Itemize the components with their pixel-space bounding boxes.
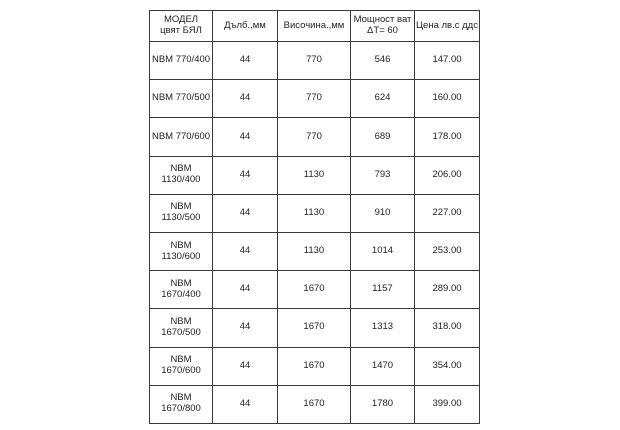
header-price: Цена лв.с ддс [415, 11, 480, 42]
cell-depth: 44 [213, 232, 278, 270]
cell-height: 1670 [278, 385, 351, 423]
cell-depth: 44 [213, 118, 278, 156]
header-power-line2: ΔT= 60 [367, 25, 398, 36]
cell-power: 793 [351, 156, 415, 194]
cell-model: NBM 770/500 [150, 80, 213, 118]
cell-depth: 44 [213, 309, 278, 347]
cell-model: NBM 1130/600 [150, 232, 213, 270]
cell-height: 1130 [278, 194, 351, 232]
cell-power: 1313 [351, 309, 415, 347]
header-height: Височина.,мм [278, 11, 351, 42]
cell-power: 546 [351, 42, 415, 80]
cell-depth: 44 [213, 80, 278, 118]
cell-power: 624 [351, 80, 415, 118]
cell-price: 289.00 [415, 271, 480, 309]
table-row [150, 118, 480, 156]
cell-depth: 44 [213, 156, 278, 194]
table-row [150, 42, 480, 80]
cell-height: 1670 [278, 271, 351, 309]
cell-power: 1014 [351, 232, 415, 270]
cell-price: 227.00 [415, 194, 480, 232]
table-row [150, 385, 480, 423]
table-row [150, 232, 480, 270]
cell-height: 1130 [278, 156, 351, 194]
cell-price: 399.00 [415, 385, 480, 423]
cell-model: NBM 1670/400 [150, 271, 213, 309]
cell-power: 910 [351, 194, 415, 232]
cell-model: NBM 1130/500 [150, 194, 213, 232]
cell-price: 253.00 [415, 232, 480, 270]
cell-price: 318.00 [415, 309, 480, 347]
price-table [149, 10, 480, 424]
cell-model: NBM 1130/400 [150, 156, 213, 194]
header-model-line2: цвят БЯЛ [160, 25, 202, 36]
cell-model: NBM 1670/800 [150, 385, 213, 423]
cell-price: 160.00 [415, 80, 480, 118]
header-model-line1: МОДЕЛ [163, 14, 199, 26]
cell-model: NBM 770/400 [150, 42, 213, 80]
cell-power: 689 [351, 118, 415, 156]
cell-height: 1670 [278, 309, 351, 347]
cell-price: 206.00 [415, 156, 480, 194]
cell-power: 1780 [351, 385, 415, 423]
cell-power: 1157 [351, 271, 415, 309]
table-row [150, 156, 480, 194]
table-header-row [150, 11, 480, 42]
cell-height: 770 [278, 42, 351, 80]
header-power-line1: Мощност ват [353, 14, 412, 26]
cell-depth: 44 [213, 42, 278, 80]
cell-price: 178.00 [415, 118, 480, 156]
cell-model: NBM 770/600 [150, 118, 213, 156]
header-power [351, 11, 415, 42]
cell-height: 770 [278, 118, 351, 156]
cell-model: NBM 1670/600 [150, 347, 213, 385]
table-row [150, 194, 480, 232]
cell-model: NBM 1670/500 [150, 309, 213, 347]
cell-price: 354.00 [415, 347, 480, 385]
table-row [150, 80, 480, 118]
header-depth: Дълб.,мм [213, 11, 278, 42]
cell-price: 147.00 [415, 42, 480, 80]
cell-height: 1130 [278, 232, 351, 270]
cell-power: 1470 [351, 347, 415, 385]
cell-depth: 44 [213, 271, 278, 309]
table-row [150, 271, 480, 309]
table-row [150, 347, 480, 385]
cell-height: 770 [278, 80, 351, 118]
header-model [150, 11, 213, 42]
cell-depth: 44 [213, 347, 278, 385]
table-row [150, 309, 480, 347]
cell-height: 1670 [278, 347, 351, 385]
cell-depth: 44 [213, 194, 278, 232]
cell-depth: 44 [213, 385, 278, 423]
